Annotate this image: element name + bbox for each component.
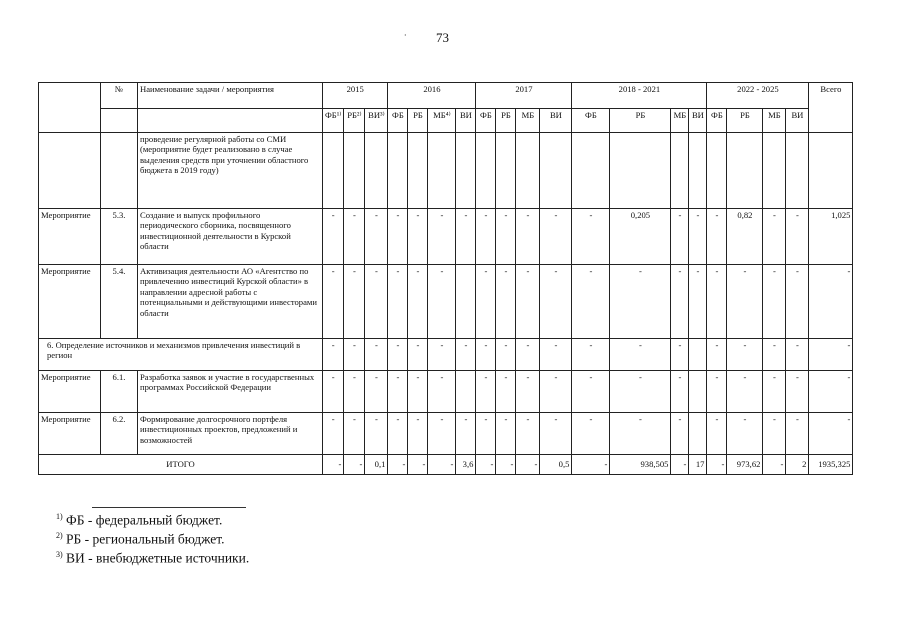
footnote-mark: 1) xyxy=(56,512,63,521)
total-value-cell: - xyxy=(496,455,516,475)
value-cell: - xyxy=(388,339,408,371)
value-cell xyxy=(456,133,476,209)
sub-2015-rb: РБ²⁾ xyxy=(344,109,365,133)
value-cell: - xyxy=(365,339,388,371)
value-cell xyxy=(671,133,689,209)
value-cell: - xyxy=(365,413,388,455)
value-cell: - xyxy=(408,339,428,371)
value-cell: - xyxy=(727,265,763,339)
value-cell: - xyxy=(496,371,516,413)
cont-num-blank xyxy=(101,133,138,209)
value-cell: - xyxy=(763,371,786,413)
total-value-cell: 0,1 xyxy=(365,455,388,475)
total-value-cell: - xyxy=(428,455,456,475)
value-cell: - xyxy=(727,413,763,455)
value-cell: - xyxy=(707,339,727,371)
value-cell: 0,205 xyxy=(610,209,671,265)
value-cell xyxy=(456,371,476,413)
value-cell: - xyxy=(707,265,727,339)
footnote xyxy=(56,531,224,548)
value-cell: - xyxy=(476,413,496,455)
sub-2018-mb: МБ xyxy=(671,109,689,133)
value-cell xyxy=(707,133,727,209)
value-cell: - xyxy=(476,371,496,413)
sub-2016-fb: ФБ xyxy=(388,109,408,133)
value-cell: 0,82 xyxy=(727,209,763,265)
header-num-blank xyxy=(101,109,138,133)
value-cell: - xyxy=(707,209,727,265)
value-cell: - xyxy=(323,265,344,339)
value-cell xyxy=(496,133,516,209)
header-year-2022-2025: 2022 - 2025 xyxy=(707,83,809,109)
value-cell: - xyxy=(323,339,344,371)
total-value-cell: - xyxy=(763,455,786,475)
continuation-row xyxy=(39,133,853,209)
value-cell: - xyxy=(408,209,428,265)
row-number: 6.1. xyxy=(101,371,138,413)
value-cell: - xyxy=(496,413,516,455)
total-cell xyxy=(809,133,853,209)
value-cell: - xyxy=(707,413,727,455)
footnote-separator xyxy=(92,507,246,508)
value-cell: - xyxy=(786,413,809,455)
row-name: Активизация деятельности АО «Агентство по привлечению инвестиций Курской области» в направлении адресной работы с потенциальными и действующими инвесторами области xyxy=(138,265,323,339)
sub-2018-rb: РБ xyxy=(610,109,671,133)
total-value-cell: - xyxy=(344,455,365,475)
value-cell: - xyxy=(476,265,496,339)
value-cell: - xyxy=(763,265,786,339)
value-cell: - xyxy=(763,209,786,265)
value-cell: - xyxy=(428,265,456,339)
total-cell: - xyxy=(809,371,853,413)
value-cell: - xyxy=(540,339,572,371)
total-cell: - xyxy=(809,413,853,455)
sub-2022-fb: ФБ xyxy=(707,109,727,133)
value-cell: - xyxy=(572,339,610,371)
value-cell: - xyxy=(727,339,763,371)
value-cell xyxy=(572,133,610,209)
cont-type-blank xyxy=(39,133,101,209)
value-cell xyxy=(456,265,476,339)
total-value-cell: 17 xyxy=(689,455,707,475)
row-name: Формирование долгосрочного портфеля инвестиционных проектов, предложений и возможностей xyxy=(138,413,323,455)
total-value-cell: - xyxy=(707,455,727,475)
total-value-cell: - xyxy=(572,455,610,475)
value-cell: - xyxy=(610,339,671,371)
header-year-2016: 2016 xyxy=(388,83,476,109)
header-year-2015: 2015 xyxy=(323,83,388,109)
value-cell: - xyxy=(323,413,344,455)
value-cell: - xyxy=(572,371,610,413)
total-cell: 1,025 xyxy=(809,209,853,265)
value-cell: - xyxy=(540,371,572,413)
total-value-cell: 973,62 xyxy=(727,455,763,475)
value-cell: - xyxy=(365,209,388,265)
value-cell: - xyxy=(671,371,689,413)
value-cell: - xyxy=(689,209,707,265)
row-number: 5.3. xyxy=(101,209,138,265)
value-cell xyxy=(516,133,540,209)
header-year-2018-2021: 2018 - 2021 xyxy=(572,83,707,109)
value-cell: - xyxy=(496,339,516,371)
sub-2017-fb: ФБ xyxy=(476,109,496,133)
value-cell: - xyxy=(786,209,809,265)
sub-2017-rb: РБ xyxy=(496,109,516,133)
sub-2022-vi: ВИ xyxy=(786,109,809,133)
value-cell: - xyxy=(344,339,365,371)
grand-total: 1935,325 xyxy=(809,455,853,475)
header-total: Всего xyxy=(809,83,853,133)
table-row xyxy=(39,339,853,371)
row-type: Мероприятие xyxy=(39,265,101,339)
sub-2018-fb: ФБ xyxy=(572,109,610,133)
value-cell: - xyxy=(540,209,572,265)
value-cell xyxy=(610,133,671,209)
value-cell: - xyxy=(408,265,428,339)
sub-2016-rb: РБ xyxy=(408,109,428,133)
budget-table xyxy=(38,82,853,475)
total-value-cell: 3,6 xyxy=(456,455,476,475)
value-cell: - xyxy=(323,371,344,413)
value-cell xyxy=(727,133,763,209)
page-number: 73 xyxy=(436,30,449,45)
row-type: Мероприятие xyxy=(39,413,101,455)
value-cell: - xyxy=(344,371,365,413)
header-name-blank xyxy=(138,109,323,133)
value-cell: - xyxy=(516,265,540,339)
value-cell: - xyxy=(786,371,809,413)
value-cell: - xyxy=(540,413,572,455)
value-cell xyxy=(786,133,809,209)
table-row xyxy=(39,413,853,455)
value-cell xyxy=(344,133,365,209)
row-type: Мероприятие xyxy=(39,371,101,413)
row-number: 5.4. xyxy=(101,265,138,339)
value-cell: - xyxy=(727,371,763,413)
header-year-2017: 2017 xyxy=(476,83,572,109)
value-cell: - xyxy=(610,371,671,413)
value-cell xyxy=(689,413,707,455)
table-row xyxy=(39,265,853,339)
value-cell xyxy=(323,133,344,209)
sub-2015-fb: ФБ¹⁾ xyxy=(323,109,344,133)
value-cell: - xyxy=(689,265,707,339)
sub-2022-rb: РБ xyxy=(727,109,763,133)
value-cell: - xyxy=(428,209,456,265)
value-cell: - xyxy=(365,265,388,339)
total-value-cell: 938,505 xyxy=(610,455,671,475)
header-type-blank xyxy=(39,83,101,133)
row-name: Разработка заявок и участие в государственных программах Российской Федерации xyxy=(138,371,323,413)
value-cell: - xyxy=(610,265,671,339)
value-cell xyxy=(689,339,707,371)
footnote-mark: 2) xyxy=(56,531,63,540)
row-number: 6.2. xyxy=(101,413,138,455)
total-value-cell: - xyxy=(476,455,496,475)
total-row xyxy=(39,455,853,475)
value-cell: - xyxy=(516,371,540,413)
value-cell: - xyxy=(456,339,476,371)
total-value-cell: - xyxy=(388,455,408,475)
total-value-cell: - xyxy=(408,455,428,475)
value-cell: - xyxy=(786,265,809,339)
header-num: № xyxy=(101,83,138,109)
value-cell xyxy=(476,133,496,209)
header-row-sources xyxy=(39,109,853,133)
stray-dot: · xyxy=(404,31,407,40)
value-cell: - xyxy=(496,265,516,339)
value-cell: - xyxy=(540,265,572,339)
header-row-years xyxy=(39,83,853,109)
total-label: ИТОГО xyxy=(39,455,323,475)
value-cell: - xyxy=(786,339,809,371)
total-value-cell: 0,5 xyxy=(540,455,572,475)
value-cell: - xyxy=(428,371,456,413)
value-cell: - xyxy=(707,371,727,413)
value-cell: - xyxy=(388,209,408,265)
footnote-text: ФБ - федеральный бюджет. xyxy=(62,512,223,528)
value-cell xyxy=(689,371,707,413)
footnote-text: РБ - региональный бюджет. xyxy=(62,531,225,547)
sub-2022-mb: МБ xyxy=(763,109,786,133)
total-value-cell: 2 xyxy=(786,455,809,475)
footnote xyxy=(56,512,222,529)
value-cell: - xyxy=(428,339,456,371)
value-cell: - xyxy=(516,413,540,455)
value-cell: - xyxy=(572,209,610,265)
value-cell: - xyxy=(388,413,408,455)
row-name: Создание и выпуск профильного периодического сборника, посвященного инвестиционной деятельности в Курской области xyxy=(138,209,323,265)
header-name: Наименование задачи / мероприятия xyxy=(138,83,323,109)
value-cell: - xyxy=(516,209,540,265)
sub-2016-vi: ВИ xyxy=(456,109,476,133)
footnote xyxy=(56,550,249,567)
value-cell xyxy=(408,133,428,209)
value-cell: - xyxy=(388,265,408,339)
total-value-cell: - xyxy=(671,455,689,475)
value-cell: - xyxy=(476,209,496,265)
value-cell: - xyxy=(408,413,428,455)
value-cell: - xyxy=(456,209,476,265)
value-cell: - xyxy=(572,265,610,339)
value-cell xyxy=(689,133,707,209)
value-cell: - xyxy=(428,413,456,455)
value-cell xyxy=(763,133,786,209)
total-cell: - xyxy=(809,265,853,339)
value-cell xyxy=(428,133,456,209)
value-cell xyxy=(365,133,388,209)
value-cell xyxy=(388,133,408,209)
value-cell: - xyxy=(365,371,388,413)
value-cell: - xyxy=(671,209,689,265)
total-value-cell: - xyxy=(323,455,344,475)
value-cell: - xyxy=(476,339,496,371)
value-cell: - xyxy=(610,413,671,455)
value-cell: - xyxy=(344,413,365,455)
value-cell: - xyxy=(516,339,540,371)
sub-2015-vi: ВИ³⁾ xyxy=(365,109,388,133)
sub-2017-mb: МБ xyxy=(516,109,540,133)
value-cell: - xyxy=(671,339,689,371)
value-cell: - xyxy=(763,413,786,455)
value-cell: - xyxy=(388,371,408,413)
value-cell: - xyxy=(763,339,786,371)
value-cell: - xyxy=(344,265,365,339)
value-cell: - xyxy=(408,371,428,413)
sub-2018-vi: ВИ xyxy=(689,109,707,133)
value-cell: - xyxy=(496,209,516,265)
value-cell: - xyxy=(456,413,476,455)
sub-2016-mb: МБ⁴⁾ xyxy=(428,109,456,133)
value-cell: - xyxy=(344,209,365,265)
table-row xyxy=(39,209,853,265)
continuation-text: проведение регулярной работы со СМИ (мероприятие будет реализовано в случае выделения средств при уточнении областного бюджета в 2019 году) xyxy=(138,133,323,209)
value-cell: - xyxy=(572,413,610,455)
section-title: 6. Определение источников и механизмов привлечения инвестиций в регион xyxy=(39,339,323,371)
footnote-text: ВИ - внебюджетные источники. xyxy=(62,550,250,566)
table-row xyxy=(39,371,853,413)
value-cell: - xyxy=(671,265,689,339)
value-cell: - xyxy=(671,413,689,455)
sub-2017-vi: ВИ xyxy=(540,109,572,133)
value-cell: - xyxy=(323,209,344,265)
footnote-mark: 3) xyxy=(56,550,63,559)
value-cell xyxy=(540,133,572,209)
row-type: Мероприятие xyxy=(39,209,101,265)
total-cell: - xyxy=(809,339,853,371)
total-value-cell: - xyxy=(516,455,540,475)
